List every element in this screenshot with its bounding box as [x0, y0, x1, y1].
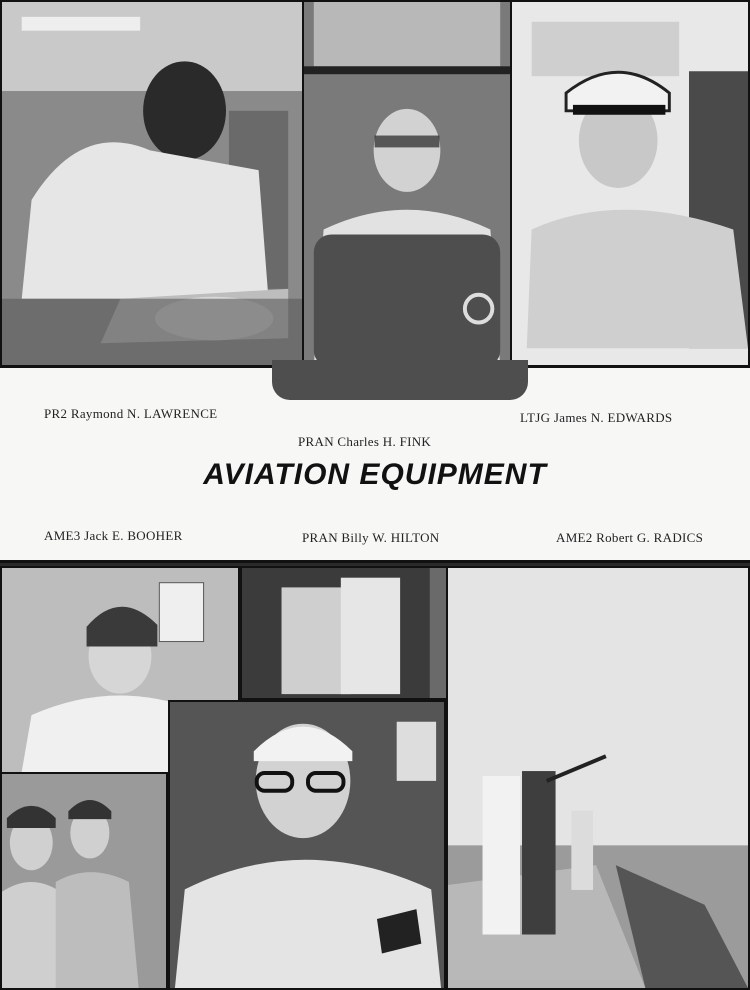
photo-sailor-packing-parachute	[0, 0, 304, 368]
photo-two-sailors	[0, 772, 168, 990]
photo-sailors-on-jetty	[446, 566, 750, 990]
caption-edwards: LTJG James N. EDWARDS	[520, 410, 673, 425]
photo-officer-in-cap	[510, 0, 750, 368]
photo-sailor-with-glasses	[168, 700, 446, 990]
parachute-pack-overlap	[272, 360, 528, 400]
caption-lawrence: PR2 Raymond N. LAWRENCE	[44, 406, 218, 421]
caption-fink: PRAN Charles H. FINK	[298, 434, 432, 449]
caption-radics: AME2 Robert G. RADICS	[556, 530, 704, 545]
photo-sailor-holding-parachute-pack	[302, 0, 512, 368]
caption-booher: AME3 Jack E. BOOHER	[44, 528, 183, 543]
caption-hilton: PRAN Billy W. HILTON	[302, 530, 440, 545]
page-title: AVIATION EQUIPMENT	[203, 458, 547, 491]
